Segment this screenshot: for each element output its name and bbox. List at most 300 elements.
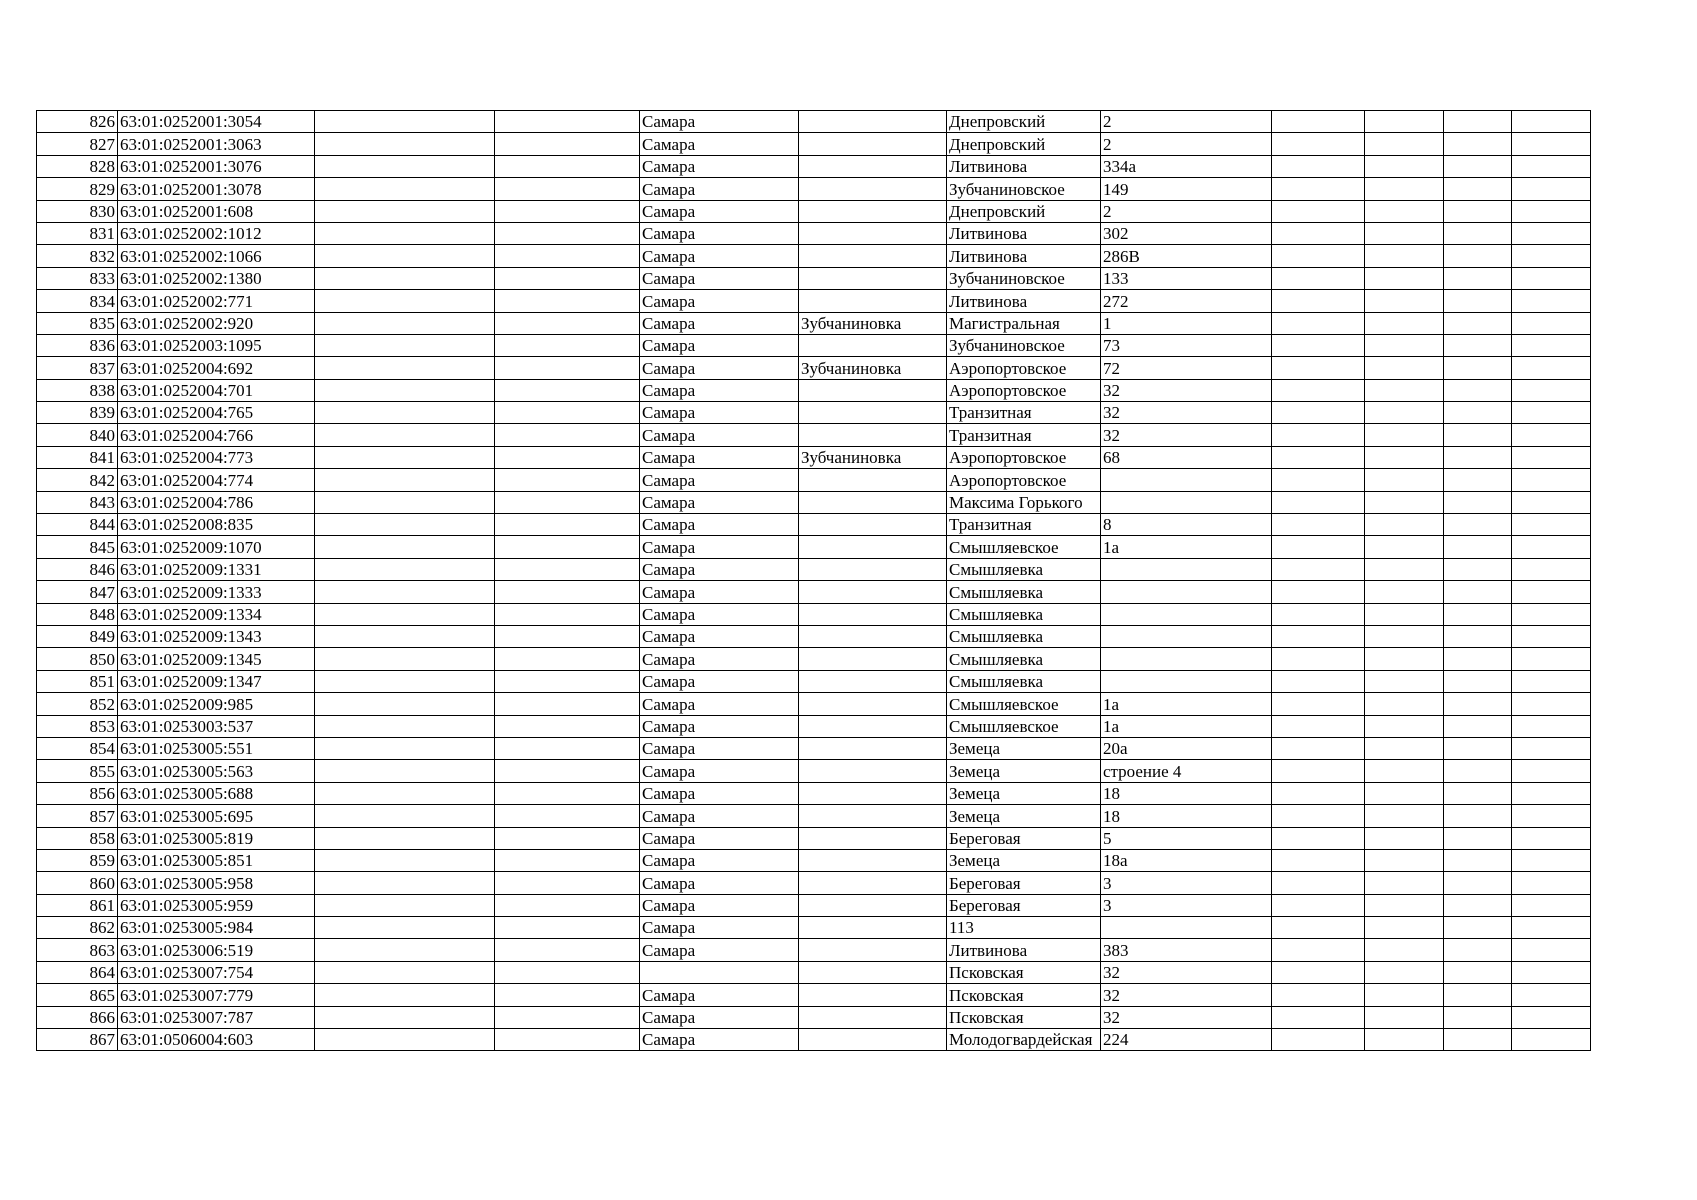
empty-cell <box>1272 581 1365 603</box>
empty-cell <box>315 872 495 894</box>
empty-cell <box>315 155 495 177</box>
settlement-cell <box>799 581 947 603</box>
empty-cell <box>1444 581 1512 603</box>
street-cell: Береговая <box>947 894 1101 916</box>
empty-cell <box>1272 267 1365 289</box>
street-cell: Псковская <box>947 961 1101 983</box>
empty-cell <box>1512 222 1591 244</box>
house-cell <box>1101 648 1272 670</box>
empty-cell <box>1365 469 1444 491</box>
empty-cell <box>315 469 495 491</box>
settlement-cell <box>799 558 947 580</box>
row-number-cell: 845 <box>37 536 118 558</box>
table-row <box>37 334 1591 356</box>
city-cell: Самара <box>640 222 799 244</box>
cadastral-number-cell: 63:01:0252004:765 <box>118 402 315 424</box>
settlement-cell: Зубчаниновка <box>799 312 947 334</box>
empty-cell <box>1272 737 1365 759</box>
table-row <box>37 693 1591 715</box>
empty-cell <box>1512 446 1591 468</box>
empty-cell <box>1444 827 1512 849</box>
empty-cell <box>495 715 640 737</box>
table-row <box>37 737 1591 759</box>
settlement-cell <box>799 1029 947 1051</box>
empty-cell <box>1444 267 1512 289</box>
empty-cell <box>1444 894 1512 916</box>
house-cell: 1 <box>1101 312 1272 334</box>
street-cell: Земеца <box>947 782 1101 804</box>
table-row <box>37 357 1591 379</box>
empty-cell <box>1512 245 1591 267</box>
street-cell: Молодогвардейская <box>947 1029 1101 1051</box>
empty-cell <box>1444 424 1512 446</box>
empty-cell <box>1365 894 1444 916</box>
table-row <box>37 827 1591 849</box>
row-number-cell: 844 <box>37 514 118 536</box>
empty-cell <box>1365 312 1444 334</box>
cadastral-number-cell: 63:01:0253005:688 <box>118 782 315 804</box>
cadastral-number-cell: 63:01:0253005:958 <box>118 872 315 894</box>
empty-cell <box>1512 961 1591 983</box>
house-cell <box>1101 917 1272 939</box>
empty-cell <box>495 379 640 401</box>
empty-cell <box>1365 133 1444 155</box>
empty-cell <box>1272 693 1365 715</box>
empty-cell <box>315 984 495 1006</box>
empty-cell <box>1365 245 1444 267</box>
street-cell: Береговая <box>947 827 1101 849</box>
settlement-cell <box>799 917 947 939</box>
house-cell: 2 <box>1101 133 1272 155</box>
row-number-cell: 834 <box>37 290 118 312</box>
empty-cell <box>1444 446 1512 468</box>
empty-cell <box>1444 872 1512 894</box>
empty-cell <box>1444 984 1512 1006</box>
street-cell: Псковская <box>947 1006 1101 1028</box>
house-cell: 3 <box>1101 872 1272 894</box>
row-number-cell: 863 <box>37 939 118 961</box>
empty-cell <box>495 670 640 692</box>
empty-cell <box>1444 625 1512 647</box>
cadastral-number-cell: 63:01:0252002:771 <box>118 290 315 312</box>
empty-cell <box>1365 514 1444 536</box>
empty-cell <box>495 581 640 603</box>
table-row <box>37 200 1591 222</box>
settlement-cell: Зубчаниновка <box>799 357 947 379</box>
empty-cell <box>495 894 640 916</box>
empty-cell <box>1512 984 1591 1006</box>
empty-cell <box>1272 111 1365 133</box>
settlement-cell <box>799 872 947 894</box>
cadastral-number-cell: 63:01:0252008:835 <box>118 514 315 536</box>
empty-cell <box>1272 514 1365 536</box>
empty-cell <box>315 648 495 670</box>
empty-cell <box>1444 111 1512 133</box>
house-cell <box>1101 603 1272 625</box>
settlement-cell <box>799 894 947 916</box>
street-cell: Транзитная <box>947 514 1101 536</box>
empty-cell <box>1512 334 1591 356</box>
empty-cell <box>495 312 640 334</box>
cadastral-number-cell: 63:01:0253005:984 <box>118 917 315 939</box>
empty-cell <box>1365 670 1444 692</box>
settlement-cell <box>799 469 947 491</box>
empty-cell <box>315 133 495 155</box>
empty-cell <box>1272 446 1365 468</box>
settlement-cell <box>799 222 947 244</box>
house-cell: 2 <box>1101 111 1272 133</box>
empty-cell <box>495 514 640 536</box>
empty-cell <box>495 1029 640 1051</box>
empty-cell <box>1365 558 1444 580</box>
cadastral-number-cell: 63:01:0252001:608 <box>118 200 315 222</box>
empty-cell <box>1272 312 1365 334</box>
empty-cell <box>1272 827 1365 849</box>
city-cell: Самара <box>640 827 799 849</box>
empty-cell <box>495 222 640 244</box>
empty-cell <box>495 603 640 625</box>
empty-cell <box>495 178 640 200</box>
row-number-cell: 835 <box>37 312 118 334</box>
table-row <box>37 760 1591 782</box>
empty-cell <box>315 670 495 692</box>
settlement-cell <box>799 245 947 267</box>
cadastral-number-cell: 63:01:0252009:1347 <box>118 670 315 692</box>
street-cell: Зубчаниновское <box>947 178 1101 200</box>
settlement-cell <box>799 267 947 289</box>
city-cell: Самара <box>640 581 799 603</box>
table-row <box>37 469 1591 491</box>
empty-cell <box>315 603 495 625</box>
settlement-cell <box>799 155 947 177</box>
empty-cell <box>1272 984 1365 1006</box>
empty-cell <box>1444 558 1512 580</box>
house-cell: 32 <box>1101 424 1272 446</box>
city-cell: Самара <box>640 715 799 737</box>
empty-cell <box>495 200 640 222</box>
empty-cell <box>1444 245 1512 267</box>
row-number-cell: 851 <box>37 670 118 692</box>
row-number-cell: 859 <box>37 849 118 871</box>
street-cell: Максима Горького <box>947 491 1101 513</box>
empty-cell <box>1365 334 1444 356</box>
empty-cell <box>1365 222 1444 244</box>
empty-cell <box>315 737 495 759</box>
empty-cell <box>1512 379 1591 401</box>
empty-cell <box>315 1006 495 1028</box>
empty-cell <box>495 469 640 491</box>
table-row <box>37 133 1591 155</box>
empty-cell <box>495 111 640 133</box>
empty-cell <box>1365 491 1444 513</box>
table-row <box>37 491 1591 513</box>
cadastral-number-cell: 63:01:0253007:779 <box>118 984 315 1006</box>
cadastral-number-cell: 63:01:0253005:851 <box>118 849 315 871</box>
empty-cell <box>1272 648 1365 670</box>
cadastral-number-cell: 63:01:0252004:774 <box>118 469 315 491</box>
row-number-cell: 854 <box>37 737 118 759</box>
city-cell: Самара <box>640 625 799 647</box>
empty-cell <box>1365 939 1444 961</box>
empty-cell <box>1512 625 1591 647</box>
empty-cell <box>1272 603 1365 625</box>
empty-cell <box>315 312 495 334</box>
empty-cell <box>1365 625 1444 647</box>
empty-cell <box>1444 849 1512 871</box>
city-cell: Самара <box>640 357 799 379</box>
house-cell: 18а <box>1101 849 1272 871</box>
empty-cell <box>495 446 640 468</box>
empty-cell <box>1444 178 1512 200</box>
empty-cell <box>1444 1006 1512 1028</box>
empty-cell <box>315 379 495 401</box>
empty-cell <box>1444 648 1512 670</box>
house-cell: 72 <box>1101 357 1272 379</box>
house-cell: 133 <box>1101 267 1272 289</box>
table-row <box>37 379 1591 401</box>
empty-cell <box>495 782 640 804</box>
empty-cell <box>1272 715 1365 737</box>
city-cell: Самара <box>640 446 799 468</box>
settlement-cell <box>799 402 947 424</box>
empty-cell <box>315 290 495 312</box>
empty-cell <box>315 424 495 446</box>
table-row <box>37 805 1591 827</box>
empty-cell <box>1512 581 1591 603</box>
city-cell: Самара <box>640 178 799 200</box>
table-row <box>37 222 1591 244</box>
empty-cell <box>1365 379 1444 401</box>
row-number-cell: 841 <box>37 446 118 468</box>
city-cell: Самара <box>640 245 799 267</box>
row-number-cell: 858 <box>37 827 118 849</box>
row-number-cell: 867 <box>37 1029 118 1051</box>
row-number-cell: 864 <box>37 961 118 983</box>
empty-cell <box>1272 290 1365 312</box>
cadastral-number-cell: 63:01:0252004:766 <box>118 424 315 446</box>
cadastral-number-cell: 63:01:0253003:537 <box>118 715 315 737</box>
empty-cell <box>1272 917 1365 939</box>
settlement-cell <box>799 133 947 155</box>
cadastral-number-cell: 63:01:0506004:603 <box>118 1029 315 1051</box>
settlement-cell <box>799 200 947 222</box>
row-number-cell: 842 <box>37 469 118 491</box>
empty-cell <box>315 267 495 289</box>
row-number-cell: 853 <box>37 715 118 737</box>
house-cell: 32 <box>1101 402 1272 424</box>
empty-cell <box>315 625 495 647</box>
house-cell <box>1101 469 1272 491</box>
city-cell: Самара <box>640 760 799 782</box>
empty-cell <box>1444 1029 1512 1051</box>
empty-cell <box>1365 290 1444 312</box>
city-cell: Самара <box>640 402 799 424</box>
street-cell: Литвинова <box>947 245 1101 267</box>
empty-cell <box>1272 872 1365 894</box>
city-cell: Самара <box>640 849 799 871</box>
empty-cell <box>1272 222 1365 244</box>
row-number-cell: 847 <box>37 581 118 603</box>
house-cell: 149 <box>1101 178 1272 200</box>
street-cell: Литвинова <box>947 290 1101 312</box>
empty-cell <box>495 693 640 715</box>
table-row <box>37 782 1591 804</box>
city-cell: Самара <box>640 334 799 356</box>
street-cell: Смышляевка <box>947 625 1101 647</box>
empty-cell <box>1365 984 1444 1006</box>
cadastral-number-cell: 63:01:0252009:1343 <box>118 625 315 647</box>
empty-cell <box>1272 469 1365 491</box>
empty-cell <box>315 760 495 782</box>
empty-cell <box>1365 111 1444 133</box>
empty-cell <box>315 402 495 424</box>
empty-cell <box>1444 491 1512 513</box>
city-cell: Самара <box>640 917 799 939</box>
empty-cell <box>1365 1006 1444 1028</box>
empty-cell <box>495 625 640 647</box>
empty-cell <box>1512 558 1591 580</box>
row-number-cell: 826 <box>37 111 118 133</box>
empty-cell <box>315 961 495 983</box>
settlement-cell <box>799 648 947 670</box>
empty-cell <box>1365 536 1444 558</box>
empty-cell <box>315 245 495 267</box>
house-cell <box>1101 581 1272 603</box>
table-row <box>37 715 1591 737</box>
empty-cell <box>1272 200 1365 222</box>
empty-cell <box>1365 715 1444 737</box>
empty-cell <box>1272 1006 1365 1028</box>
house-cell <box>1101 670 1272 692</box>
city-cell: Самара <box>640 693 799 715</box>
row-number-cell: 855 <box>37 760 118 782</box>
empty-cell <box>1272 334 1365 356</box>
empty-cell <box>315 1029 495 1051</box>
empty-cell <box>1272 805 1365 827</box>
settlement-cell <box>799 290 947 312</box>
empty-cell <box>495 357 640 379</box>
empty-cell <box>315 782 495 804</box>
city-cell: Самара <box>640 984 799 1006</box>
settlement-cell <box>799 111 947 133</box>
empty-cell <box>495 424 640 446</box>
table-row <box>37 1006 1591 1028</box>
empty-cell <box>1512 872 1591 894</box>
table-row <box>37 536 1591 558</box>
row-number-cell: 830 <box>37 200 118 222</box>
row-number-cell: 833 <box>37 267 118 289</box>
row-number-cell: 843 <box>37 491 118 513</box>
empty-cell <box>1512 760 1591 782</box>
empty-cell <box>495 805 640 827</box>
empty-cell <box>315 200 495 222</box>
cadastral-number-cell: 63:01:0252004:701 <box>118 379 315 401</box>
house-cell: 334а <box>1101 155 1272 177</box>
city-cell: Самара <box>640 536 799 558</box>
row-number-cell: 846 <box>37 558 118 580</box>
empty-cell <box>315 558 495 580</box>
empty-cell <box>1444 805 1512 827</box>
house-cell: 302 <box>1101 222 1272 244</box>
empty-cell <box>1444 379 1512 401</box>
house-cell: 3 <box>1101 894 1272 916</box>
city-cell: Самара <box>640 379 799 401</box>
table-row <box>37 402 1591 424</box>
settlement-cell <box>799 984 947 1006</box>
empty-cell <box>1272 491 1365 513</box>
settlement-cell <box>799 961 947 983</box>
city-cell: Самара <box>640 737 799 759</box>
empty-cell <box>495 737 640 759</box>
row-number-cell: 866 <box>37 1006 118 1028</box>
empty-cell <box>1365 693 1444 715</box>
table-row <box>37 267 1591 289</box>
settlement-cell <box>799 760 947 782</box>
street-cell: 113 <box>947 917 1101 939</box>
street-cell: Магистральная <box>947 312 1101 334</box>
empty-cell <box>1365 178 1444 200</box>
empty-cell <box>1444 760 1512 782</box>
empty-cell <box>1512 894 1591 916</box>
empty-cell <box>1512 715 1591 737</box>
empty-cell <box>315 939 495 961</box>
empty-cell <box>1512 424 1591 446</box>
cadastral-number-cell: 63:01:0252001:3076 <box>118 155 315 177</box>
empty-cell <box>1444 693 1512 715</box>
empty-cell <box>1272 625 1365 647</box>
empty-cell <box>495 558 640 580</box>
empty-cell <box>1365 1029 1444 1051</box>
city-cell: Самара <box>640 670 799 692</box>
house-cell <box>1101 558 1272 580</box>
empty-cell <box>1444 133 1512 155</box>
empty-cell <box>1512 737 1591 759</box>
empty-cell <box>315 581 495 603</box>
cadastral-number-cell: 63:01:0252001:3063 <box>118 133 315 155</box>
street-cell: Псковская <box>947 984 1101 1006</box>
city-cell: Самара <box>640 648 799 670</box>
empty-cell <box>495 827 640 849</box>
house-cell: 73 <box>1101 334 1272 356</box>
cadastral-number-cell: 63:01:0252004:786 <box>118 491 315 513</box>
empty-cell <box>315 536 495 558</box>
empty-cell <box>1365 267 1444 289</box>
empty-cell <box>1365 760 1444 782</box>
house-cell: 224 <box>1101 1029 1272 1051</box>
empty-cell <box>1365 648 1444 670</box>
row-number-cell: 860 <box>37 872 118 894</box>
empty-cell <box>315 357 495 379</box>
empty-cell <box>1365 737 1444 759</box>
house-cell: строение 4 <box>1101 760 1272 782</box>
city-cell: Самара <box>640 805 799 827</box>
empty-cell <box>1444 603 1512 625</box>
cadastral-number-cell: 63:01:0252003:1095 <box>118 334 315 356</box>
empty-cell <box>1365 827 1444 849</box>
cadastral-number-cell: 63:01:0252001:3054 <box>118 111 315 133</box>
empty-cell <box>1512 200 1591 222</box>
city-cell: Самара <box>640 1029 799 1051</box>
settlement-cell <box>799 379 947 401</box>
row-number-cell: 836 <box>37 334 118 356</box>
city-cell: Самара <box>640 939 799 961</box>
settlement-cell <box>799 625 947 647</box>
table-row <box>37 558 1591 580</box>
cadastral-number-cell: 63:01:0252002:920 <box>118 312 315 334</box>
street-cell: Смышляевское <box>947 536 1101 558</box>
row-number-cell: 840 <box>37 424 118 446</box>
empty-cell <box>315 446 495 468</box>
